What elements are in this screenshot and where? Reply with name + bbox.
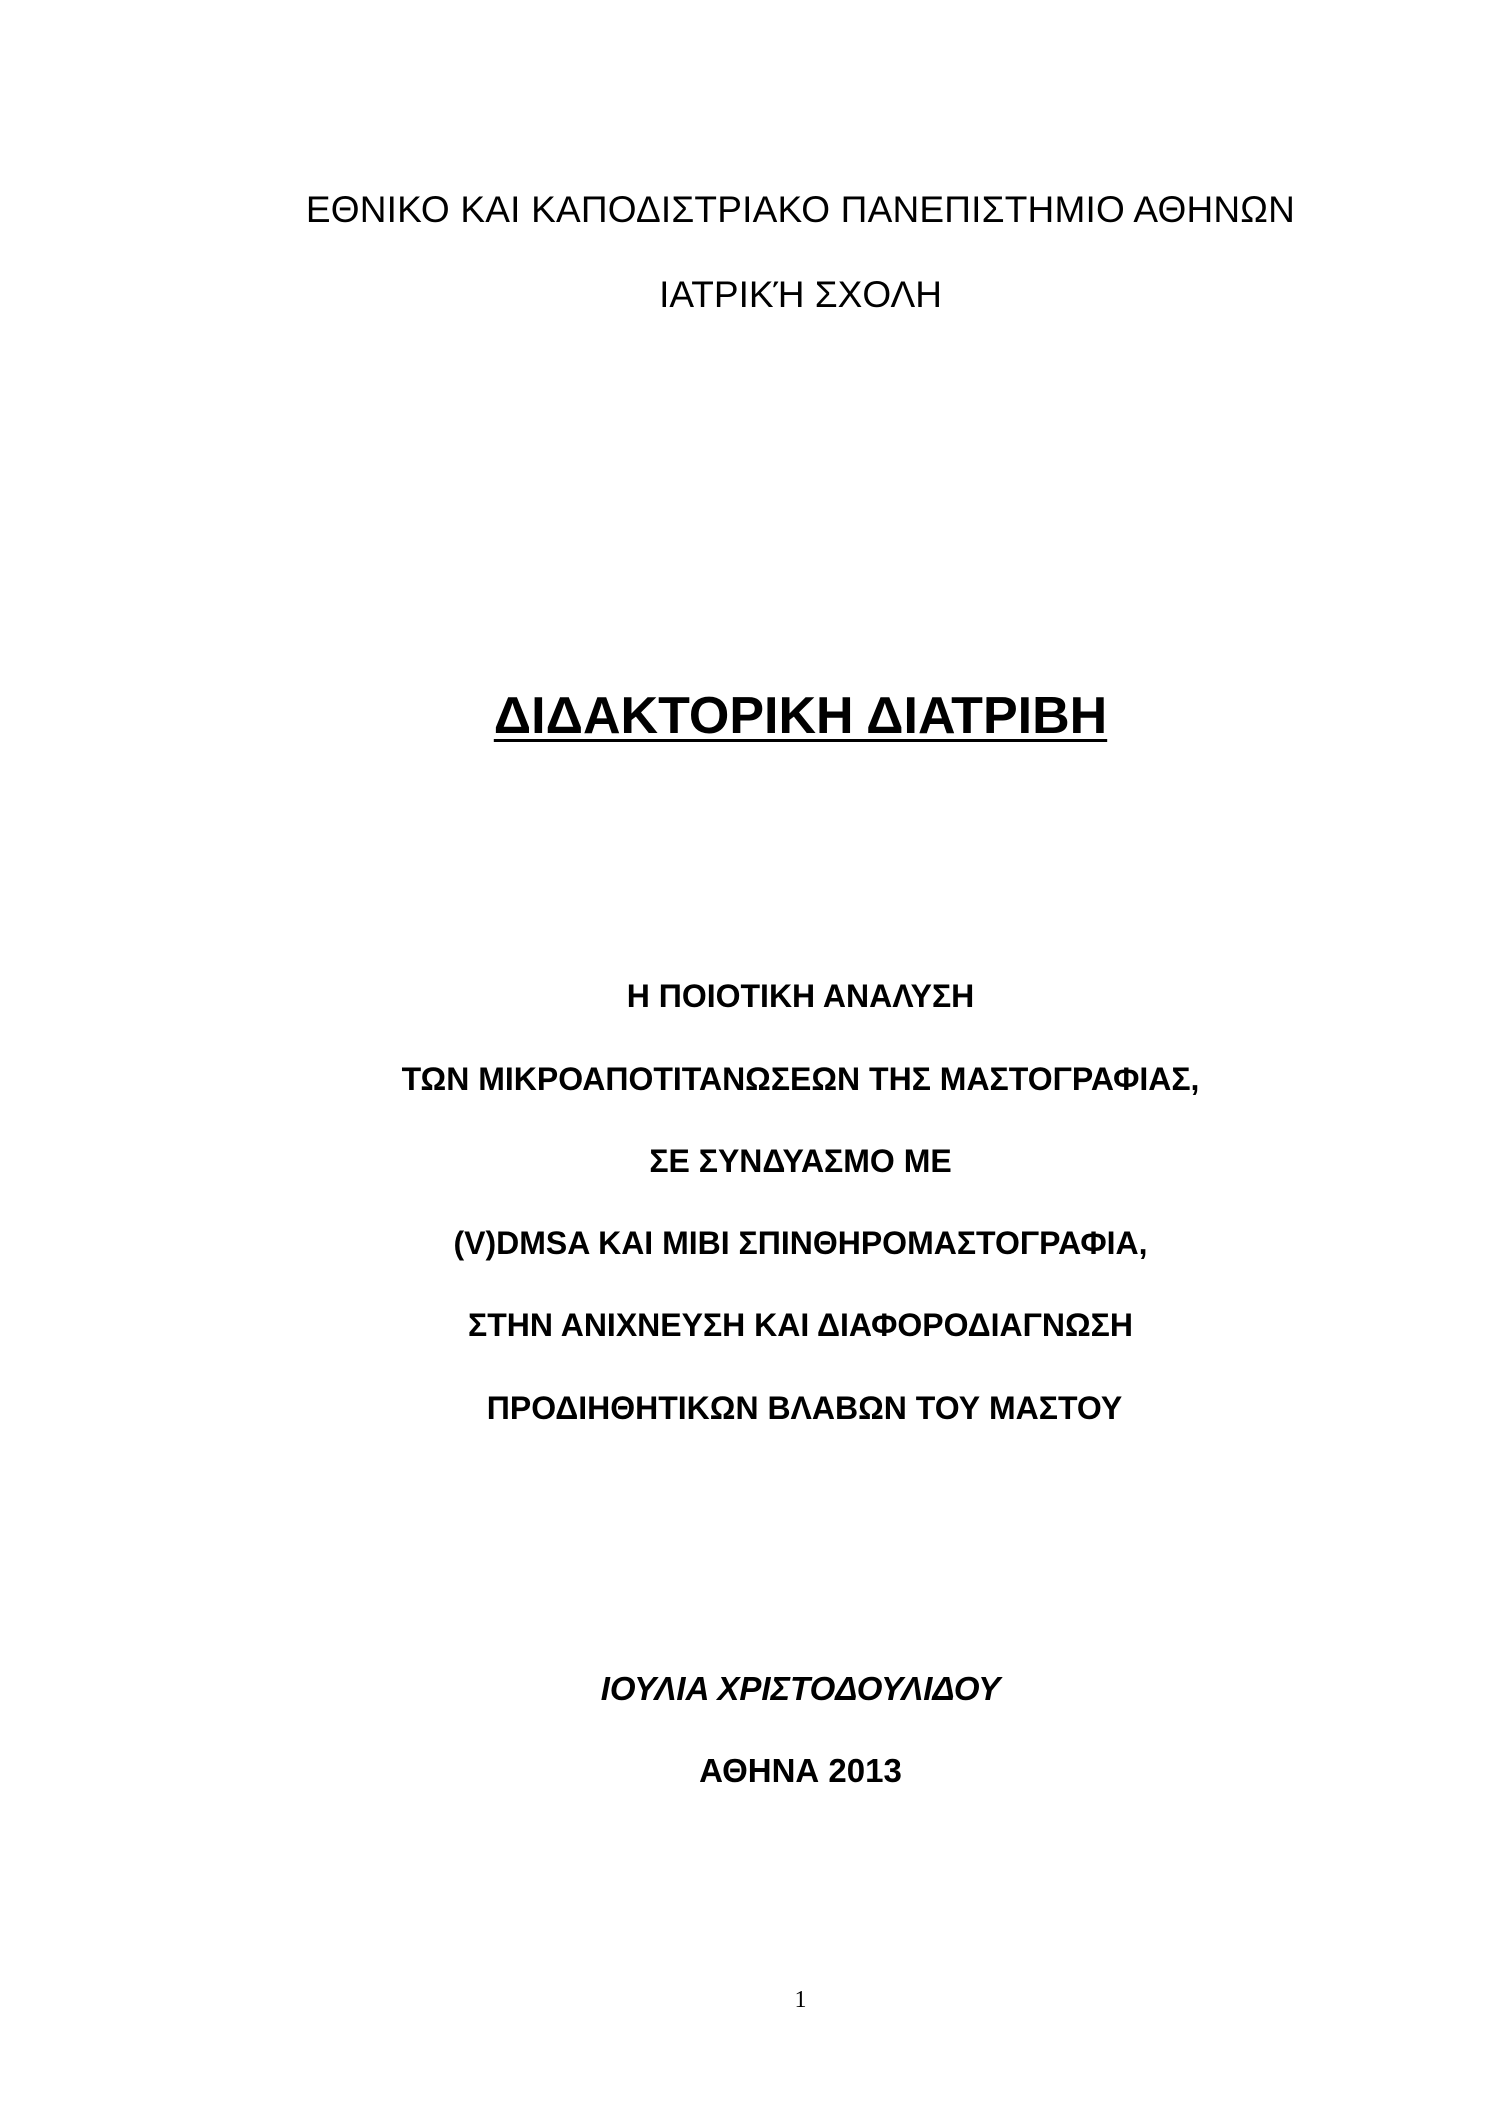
city-year: ΑΘΗΝΑ 2013 [699,1752,902,1789]
author-name: ΙΟΥΛΙΑ ΧΡΙΣΤΟΔΟΥΛΙΔΟΥ [600,1670,1001,1707]
document-type-text: ΔΙΔΑΚΤΟΡΙΚΗ ΔΙΑΤΡΙΒΗ [493,687,1108,745]
thesis-title-line: (V)DMSA ΚΑΙ ΜΙΒΙ ΣΠΙΝΘΗΡΟΜΑΣΤΟΓΡΑΦΙΑ, [453,1225,1148,1261]
school-name: ΙΑΤΡΙΚΉ ΣΧΟΛΗ [659,274,942,315]
thesis-title-line: Η ΠΟΙΟΤΙΚΗ ΑΝΑΛΥΣΗ [626,978,975,1014]
thesis-title-line: ΤΩΝ ΜΙΚΡΟΑΠΟΤΙΤΑΝΩΣΕΩΝ ΤΗΣ ΜΑΣΤΟΓΡΑΦΙΑΣ, [401,1061,1200,1097]
thesis-title-line: ΣΕ ΣΥΝΔΥΑΣΜΟ ΜΕ [649,1143,952,1179]
thesis-title-line: ΣΤΗΝ ΑΝΙΧΝΕΥΣΗ ΚΑΙ ΔΙΑΦΟΡΟΔΙΑΓΝΩΣΗ [468,1307,1133,1343]
document-type-heading [56,687,1489,745]
thesis-title-line: ΠΡΟΔΙΗΘΗΤΙΚΩΝ ΒΛΑΒΩΝ ΤΟΥ ΜΑΣΤΟΥ [486,1390,1123,1426]
page-number: 1 [794,1987,807,2013]
university-name: ΕΘΝΙΚΟ ΚΑΙ ΚΑΠΟΔΙΣΤΡΙΑΚΟ ΠΑΝΕΠΙΣΤΗΜΙΟ ΑΘΗΝΩΝ [305,189,1296,230]
